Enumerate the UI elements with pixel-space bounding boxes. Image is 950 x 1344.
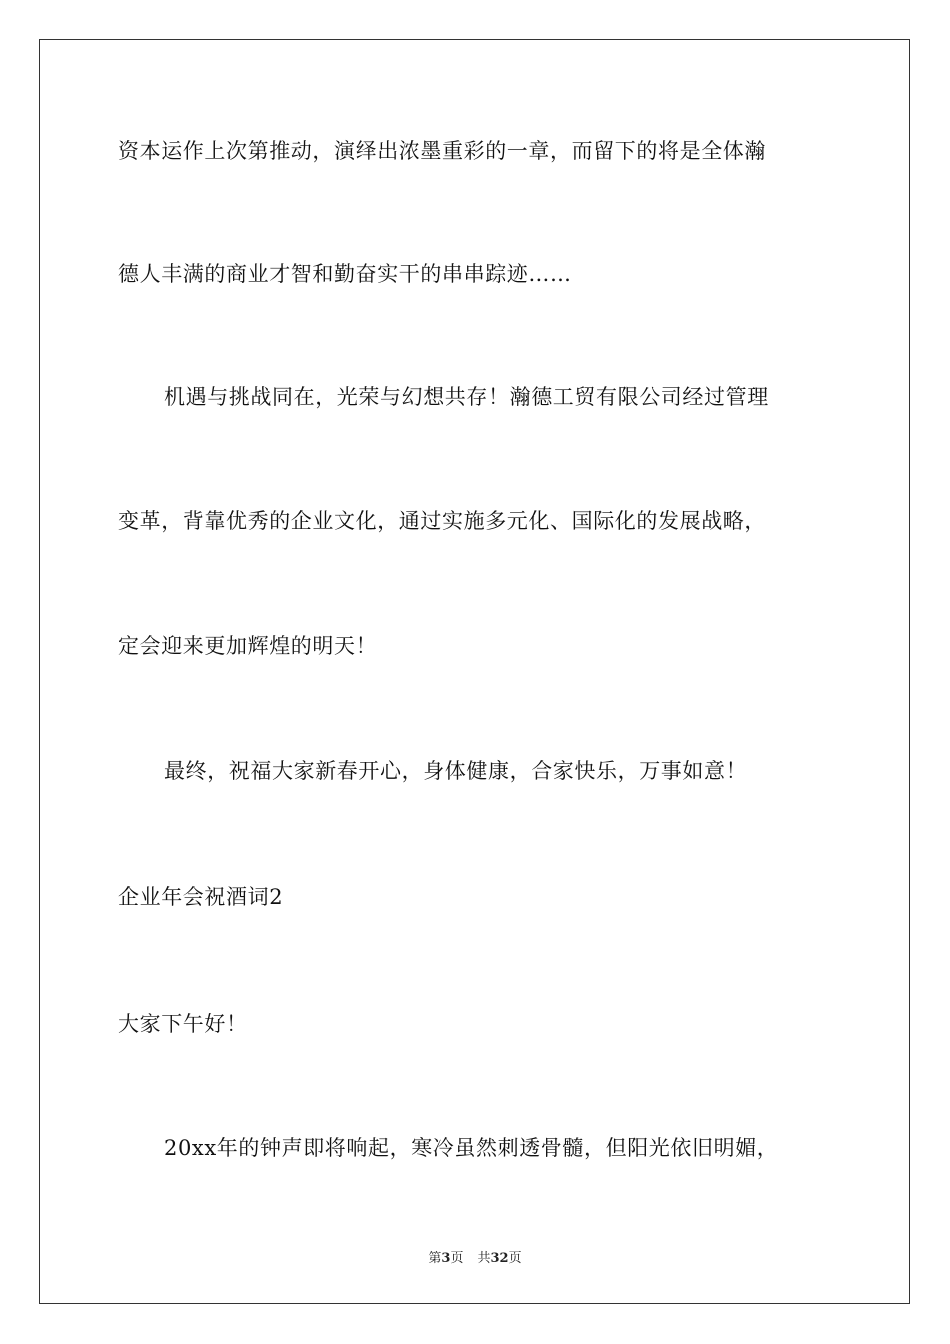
paragraph-line-5: 定会迎来更加辉煌的明天！ [118,634,378,658]
footer-total-prefix: 共 [477,1251,491,1266]
paragraph-line-9: 20xx年的钟声即将响起，寒冷虽然刺透骨髓，但阳光依旧明媚， [164,1136,779,1160]
paragraph-line-3: 机遇与挑战同在，光荣与幻想共存！瀚德工贸有限公司经过管理 [164,385,769,409]
paragraph-line-1: 资本运作上次第推动，演绎出浓墨重彩的一章，而留下的将是全体瀚 [118,139,766,163]
footer-page-number: 3 [441,1251,451,1266]
page-border [39,39,910,1304]
paragraph-line-6: 最终，祝福大家新春开心，身体健康，合家快乐，万事如意！ [164,759,748,783]
paragraph-line-4: 变革，背靠优秀的企业文化，通过实施多元化、国际化的发展战略， [118,509,766,533]
footer-total-pages: 32 [490,1251,509,1266]
section-heading: 企业年会祝酒词2 [118,885,284,909]
footer-page-prefix: 第 [428,1251,442,1266]
greeting-line: 大家下午好！ [118,1012,248,1036]
paragraph-line-2: 德人丰满的商业才智和勤奋实干的串串踪迹…… [118,262,572,286]
footer-total-suffix: 页 [508,1251,522,1266]
page-footer [0,1247,950,1266]
footer-page-suffix: 页 [450,1251,464,1266]
